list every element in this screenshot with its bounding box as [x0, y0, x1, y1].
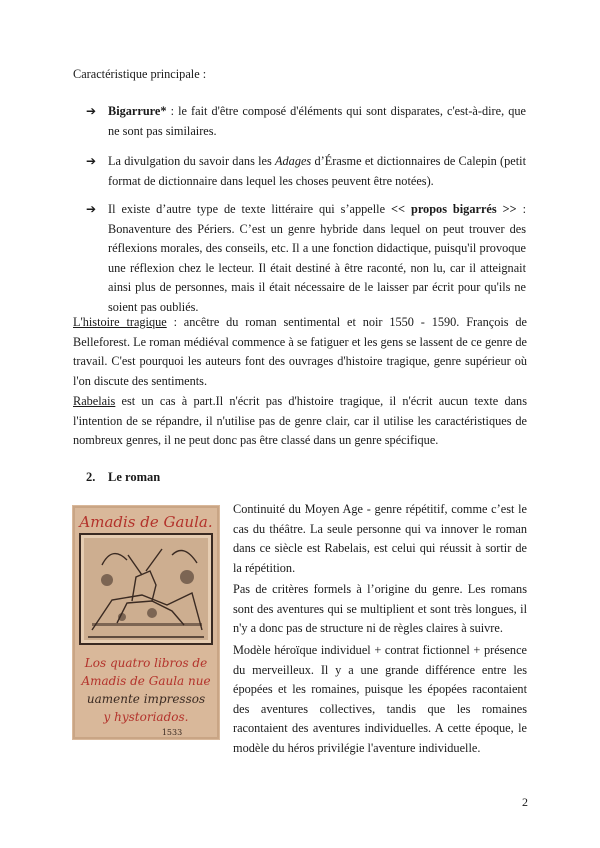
bullet-bigarrure — [86, 102, 526, 141]
bullet-text: Il existe d’autre type de texte littéraire qui s’appelle << propos bigarrés >> : Bonaventure des Périers. C’est un genre hybride dans lequel on peut trouver des réflexions morales, des conseils, etc. Il a une fonction didactique, puisqu'il provoque une réflexion chez le lecteur. Il était destiné à être raconté, non lu, car il atteignait ainsi plus de personnes, mais il était nécessaire de le laisser par écrit pour qu'ils ne soient pas oubliés. — [108, 202, 526, 314]
section-number: 2. — [86, 470, 96, 484]
bullet-term: << propos bigarrés >> — [391, 202, 517, 216]
figure-caption-line: uamente impressos — [86, 692, 206, 706]
paragraph-histoire-tragique: L'histoire tragique : ancêtre du roman sentimental et noir 1550 - 1590. François de Belleforest. Le roman médiéval commence à se fatiguer et les gens se lassent de ce genre de travail. C'est pourquoi les auteurs font des ouvrages d'histoire tragique, genre supérieur où l'on discute des sentiments. — [73, 315, 527, 388]
bullet-emphasis: Adages — [275, 154, 312, 168]
figure-caption-line: Los quatro libros de — [84, 656, 208, 670]
arrow-bullet-icon: ➔ — [86, 104, 97, 118]
figure-caption-line: Amadis de Gaula nue — [81, 674, 211, 688]
bullet-text: La divulgation du savoir dans les Adages d’Érasme et dictionnaires de Calepin (petit format de dictionnaire dans lequel les choses peuvent être notées). — [108, 154, 526, 188]
bullet-propos-bigarres — [86, 200, 526, 318]
paragraph-rabelais: Rabelais est un cas à part.Il n'écrit pas d'histoire tragique, il n'écrit aucun texte dans l'intention de se répandre, il n'utilise pas de genre clair, car il utilise les caractéristiques de nombreux genres, il ne peut donc pas être classé dans un genre spécifique. — [73, 394, 527, 448]
intro-line: Caractéristique principale : — [73, 67, 207, 81]
paragraph-modele-heroique: Modèle héroïque individuel + contrat fictionnel + présence du merveilleux. Il y a une grande différence entre les épopées et les romaines, puisque les épopées racontaient des aventures collectives, tandis que les romaines racontaient des aventures individuelles. A cette époque, le modèle du héros privilégie l'aventure individuelle. — [233, 643, 527, 755]
arrow-bullet-icon: ➔ — [86, 154, 97, 168]
bullet-text: Bigarrure* : le fait d'être composé d'éléments qui sont disparates, c'est-à-dire, que ne sont pas similaires. — [108, 104, 526, 138]
figure-year: 1533 — [161, 728, 183, 737]
section-heading — [86, 470, 160, 485]
paragraph-criteres: Pas de critères formels à l’origine du genre. Les romans sont des aventures qui se multiplient et sont très longues, il n'y a donc pas de structure ni de règles claires à suivre. — [233, 582, 527, 636]
bullet-divulgation — [86, 152, 526, 191]
bullet-term: Bigarrure* — [108, 104, 167, 118]
section-title: Le roman — [108, 470, 161, 484]
figure-caption-line: y hystoriados. — [103, 710, 189, 724]
arrow-bullet-icon: ➔ — [86, 202, 97, 216]
page-number: 2 — [522, 795, 528, 809]
term-underlined: Rabelais — [73, 394, 116, 408]
amadis-title-page-image — [72, 505, 220, 740]
paragraph-continuite: Continuité du Moyen Age - genre répétitif, comme c’est le cas du théâtre. La seule personne qui va innover le roman dans ce siècle est Rabelais, est celui qui réussit à sortir de la répétition. — [233, 502, 527, 575]
term-underlined: L'histoire tragique — [73, 315, 167, 329]
figure-title-text: Amadis de Gaula. — [79, 513, 213, 531]
